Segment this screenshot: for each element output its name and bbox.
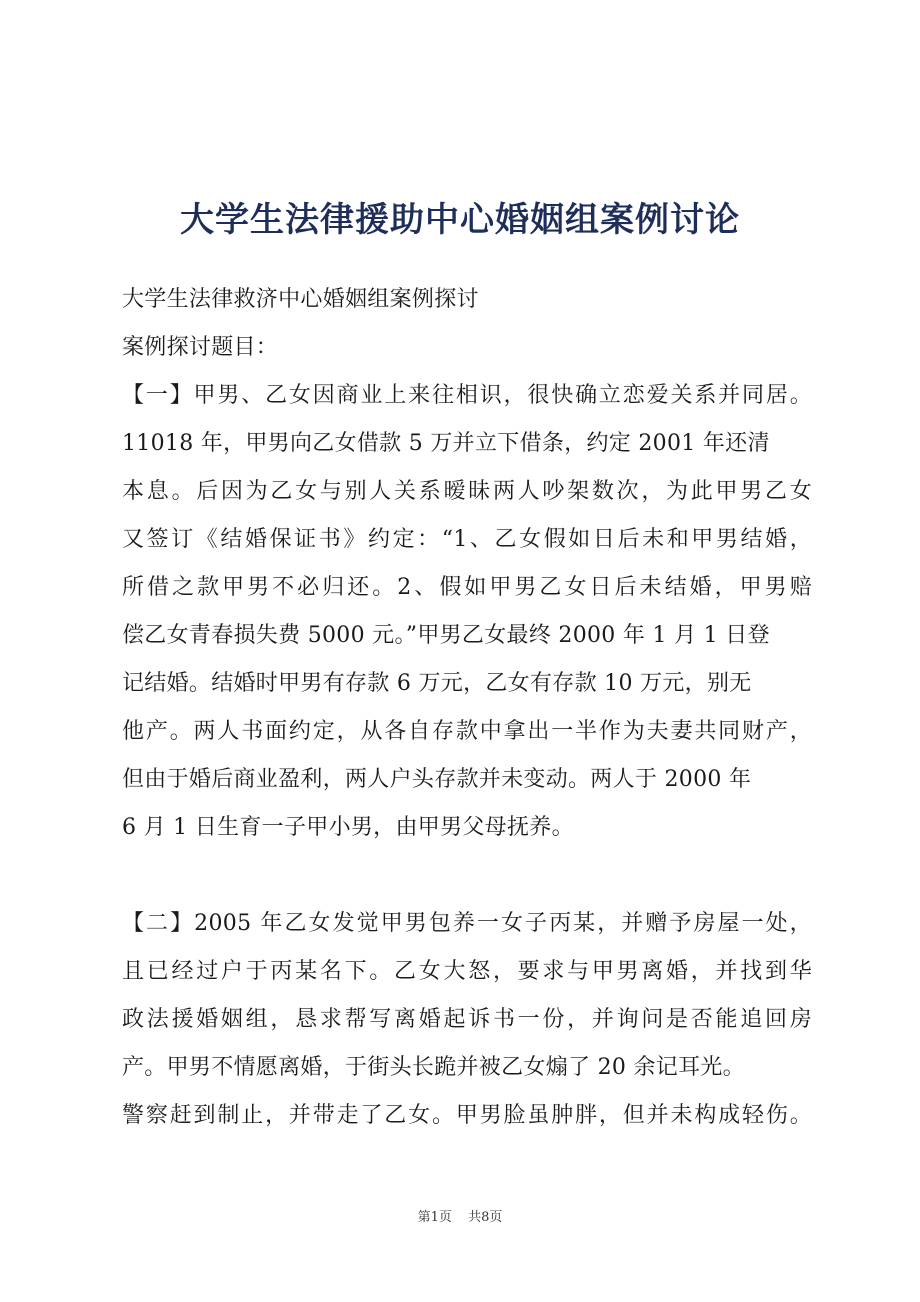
subtitle-line: 大学生法律救济中心婚姻组案例探讨	[122, 287, 479, 312]
case-paragraph-1	[122, 372, 812, 852]
paragraph-line: 警察赶到制止，并带走了乙女。甲男脸虽肿胖，但并未构成轻伤。	[122, 1103, 812, 1128]
paragraph-line: 又签订《结婚保证书》约定：“1、乙女假如日后未和甲男结婚，	[122, 527, 812, 552]
paragraph-line: 政法援婚姻组，恳求帮写离婚起诉书一份，并询问是否能追回房	[122, 1007, 812, 1032]
paragraph-line: 但由于婚后商业盈利，两人户头存款并未变动。两人于 2000 年	[122, 767, 752, 792]
paragraph-line: 【二】2005 年乙女发觉甲男包养一女子丙某，并赠予房屋一处，	[122, 911, 812, 936]
paragraph-line: 本息。后因为乙女与别人关系暧昧两人吵架数次，为此甲男乙女	[122, 479, 812, 504]
paragraph-line: 6 月 1 日生育一子甲小男，由甲男父母抚养。	[122, 815, 574, 840]
page-number-current: 第1页	[417, 1210, 452, 1225]
case-paragraph-2	[122, 900, 812, 1140]
paragraph-line: 记结婚。结婚时甲男有存款 6 万元，乙女有存款 10 万元，别无	[122, 671, 752, 696]
paragraph-line: 所借之款甲男不必归还。2、假如甲男乙女日后未结婚，甲男赔	[122, 575, 812, 600]
page-number-total: 共8页	[468, 1210, 503, 1225]
question-label	[122, 324, 812, 372]
document-title: 大学生法律援助中心婚姻组案例讨论	[180, 200, 740, 240]
paragraph-line: 产。甲男不情愿离婚，于街头长跪并被乙女煽了 20 余记耳光。	[122, 1055, 745, 1080]
paragraph-line: 11018 年，甲男向乙女借款 5 万并立下借条，约定 2001 年还清	[122, 431, 770, 456]
paragraph-line: 偿乙女青春损失费 5000 元。”甲男乙女最终 2000 年 1 月 1 日登	[122, 623, 770, 648]
paragraph-line: 且已经过户于丙某名下。乙女大怒，要求与甲男离婚，并找到华	[122, 959, 812, 984]
question-label-line: 案例探讨题目：	[122, 335, 279, 360]
page-footer	[0, 1206, 920, 1225]
document-subtitle	[122, 276, 812, 324]
paragraph-line: 他产。两人书面约定，从各自存款中拿出一半作为夫妻共同财产，	[122, 719, 812, 744]
paragraph-line: 【一】甲男、乙女因商业上来往相识，很快确立恋爱关系并同居。	[122, 383, 812, 408]
